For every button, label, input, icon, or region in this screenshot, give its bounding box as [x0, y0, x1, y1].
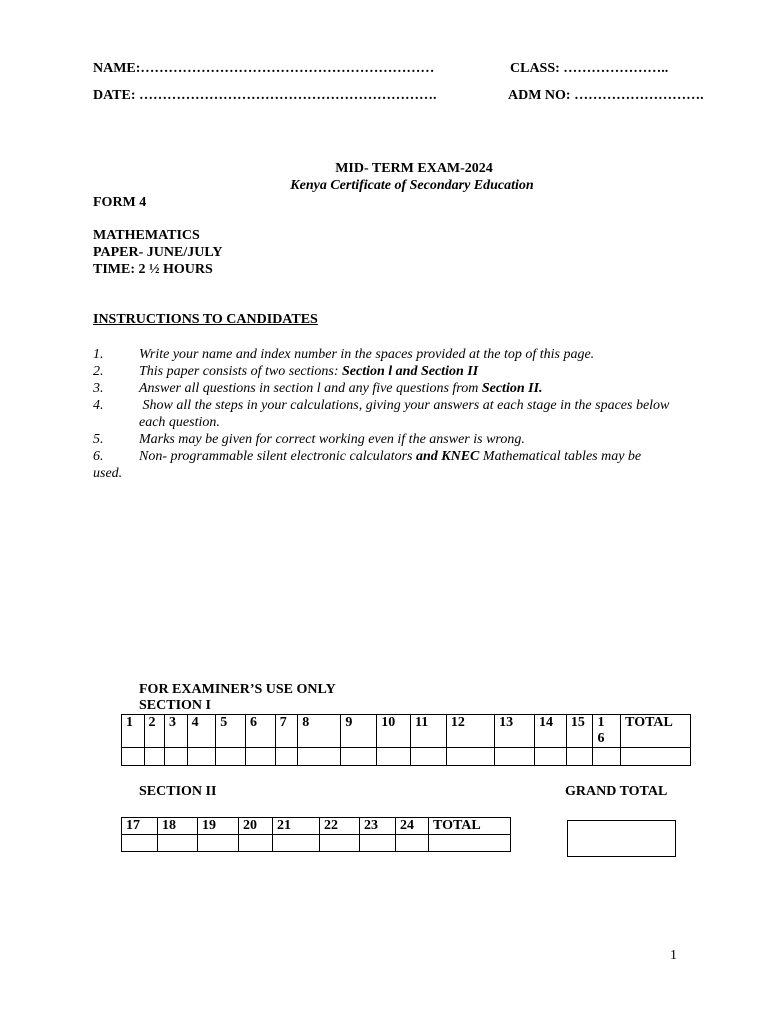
score-entry-cell[interactable] — [216, 748, 246, 766]
score-column-header: 24 — [396, 818, 429, 835]
score-entry-cell[interactable] — [122, 835, 158, 852]
score-column-header: 5 — [216, 715, 246, 748]
instruction-item: 2. This paper consists of two sections: Section l and Section II — [93, 364, 479, 379]
score-entry-cell[interactable] — [273, 835, 320, 852]
section2-label: SECTION II — [139, 784, 217, 799]
section1-label: SECTION I — [139, 698, 211, 713]
score-entry-cell[interactable] — [165, 748, 188, 766]
section1-score-table — [121, 714, 691, 766]
instruction-item: 4. Show all the steps in your calculations, giving your answers at each stage in the spaces below — [93, 398, 670, 413]
score-column-header: 21 — [273, 818, 320, 835]
instruction-item-continuation: used. — [93, 466, 123, 481]
grand-total-label: GRAND TOTAL — [565, 784, 668, 799]
score-entry-cell[interactable] — [275, 748, 298, 766]
section1-header-row — [122, 715, 691, 748]
score-entry-cell[interactable] — [495, 748, 535, 766]
class-field-label: CLASS: ………………….. — [510, 61, 669, 76]
score-column-header: 7 — [275, 715, 298, 748]
score-entry-cell[interactable] — [320, 835, 360, 852]
examiner-heading: FOR EXAMINER’S USE ONLY — [139, 682, 336, 697]
score-column-header: 15 — [566, 715, 593, 748]
score-entry-cell[interactable] — [144, 748, 165, 766]
score-column-header: 23 — [360, 818, 396, 835]
score-entry-cell[interactable] — [198, 835, 239, 852]
score-entry-cell[interactable] — [396, 835, 429, 852]
score-column-header: 2 — [144, 715, 165, 748]
section1-score-row — [122, 748, 691, 766]
exam-title: MID- TERM EXAM-2024 — [335, 161, 493, 176]
score-entry-cell[interactable] — [593, 748, 621, 766]
score-entry-cell[interactable] — [246, 748, 276, 766]
score-column-header: 8 — [298, 715, 341, 748]
time-label: TIME: 2 ½ HOURS — [93, 262, 213, 277]
score-entry-cell[interactable] — [411, 748, 447, 766]
instruction-item: 3. Answer all questions in section l and any five questions from Section II. — [93, 381, 543, 396]
score-entry-cell[interactable] — [122, 748, 145, 766]
exam-subtitle: Kenya Certificate of Secondary Education — [290, 178, 534, 193]
score-column-header: 4 — [187, 715, 216, 748]
score-column-header: 1 6 — [593, 715, 621, 748]
grand-total-box[interactable] — [567, 820, 676, 857]
instruction-item-continuation: each question. — [139, 415, 220, 430]
score-column-header: 9 — [341, 715, 377, 748]
score-entry-cell[interactable] — [187, 748, 216, 766]
score-column-header: 22 — [320, 818, 360, 835]
score-column-header: 18 — [158, 818, 198, 835]
instruction-item: 1. Write your name and index number in the spaces provided at the top of this page. — [93, 347, 595, 362]
score-entry-cell[interactable] — [298, 748, 341, 766]
form-label: FORM 4 — [93, 195, 147, 210]
score-entry-cell[interactable] — [535, 748, 567, 766]
paper-label: PAPER- JUNE/JULY — [93, 245, 223, 260]
instructions-heading: INSTRUCTIONS TO CANDIDATES — [93, 312, 318, 327]
score-entry-cell[interactable] — [239, 835, 273, 852]
score-column-header: 13 — [495, 715, 535, 748]
score-column-header: TOTAL — [429, 818, 511, 835]
score-column-header: 20 — [239, 818, 273, 835]
score-column-header: 19 — [198, 818, 239, 835]
score-entry-cell[interactable] — [341, 748, 377, 766]
instruction-item: 5. Marks may be given for correct working even if the answer is wrong. — [93, 432, 525, 447]
score-entry-cell[interactable] — [377, 748, 411, 766]
score-entry-cell[interactable] — [158, 835, 198, 852]
score-entry-cell[interactable] — [446, 748, 494, 766]
score-column-header: 11 — [411, 715, 447, 748]
score-column-header: 17 — [122, 818, 158, 835]
section2-score-table — [121, 817, 511, 852]
instructions-list — [93, 346, 733, 482]
instruction-item: 6. Non- programmable silent electronic calculators and KNEC Mathematical tables may be — [93, 449, 642, 464]
score-column-header: 1 — [122, 715, 145, 748]
score-column-header: 12 — [446, 715, 494, 748]
score-entry-cell[interactable] — [429, 835, 511, 852]
subject-label: MATHEMATICS — [93, 228, 200, 243]
page-number: 1 — [670, 948, 677, 963]
score-entry-cell[interactable] — [621, 748, 691, 766]
score-column-header: 6 — [246, 715, 276, 748]
score-column-header: 14 — [535, 715, 567, 748]
name-field-label: NAME:……………………………………………………… — [93, 61, 435, 76]
score-entry-cell[interactable] — [360, 835, 396, 852]
score-column-header: 10 — [377, 715, 411, 748]
score-column-header: 3 — [165, 715, 188, 748]
score-column-header: TOTAL — [621, 715, 691, 748]
date-field-label: DATE: ………………………………………………………. — [93, 88, 437, 103]
section2-header-row — [122, 818, 511, 835]
score-entry-cell[interactable] — [566, 748, 593, 766]
section2-score-row — [122, 835, 511, 852]
adm-no-field-label: ADM NO: ………………………. — [508, 88, 704, 103]
